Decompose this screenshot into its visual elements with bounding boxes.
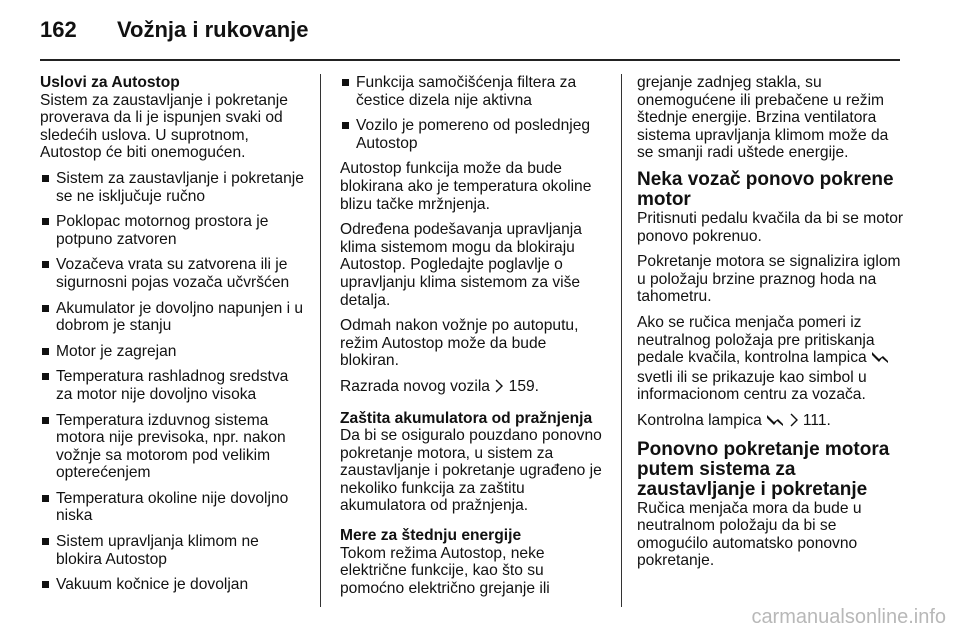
lamp-text-a: Ako se ručica menjača pomeri iz neutralnog položaja pre pritiskanja pedale kvačila, kontrolna lampica <box>637 313 875 367</box>
list-item: Vozačeva vrata su zatvorena ili je sigurnosni pojas vozača učvršćen <box>40 256 304 291</box>
list-item: Vozilo je pomereno od poslednjeg Autostop <box>340 117 605 152</box>
paragraph: Pokretanje motora se signalizira iglom u položaju brzine praznog hoda na tahometru. <box>637 253 901 306</box>
start-stop-indicator-icon <box>871 350 889 369</box>
paragraph-control-lamp <box>637 314 907 404</box>
list-item: Motor je zagrejan <box>40 343 304 361</box>
list-item: Sistem upravljanja klimom ne blokira Autostop <box>40 533 304 568</box>
column-2 <box>340 74 605 605</box>
conditions-list <box>40 170 304 594</box>
lamp-text-b: svetli ili se prikazuje kao simbol u informacionom centru za vozača. <box>637 368 867 404</box>
paragraph-intro: Sistem za zaustavljanje i pokretanje proverava da li je ispunjen svaki od sledećih uslova. U suprotnom, Autostop će biti onemogućen. <box>40 91 288 162</box>
section-heading-driver-restart: Neka vozač ponovo pokrene motor <box>637 168 894 210</box>
section-heading-autostop-conditions: Uslovi za Autostop <box>40 74 180 91</box>
list-item: Vakuum kočnice je dovoljan <box>40 576 304 594</box>
list-item: Funkcija samočišćenja filtera za čestice dizela nije aktivna <box>340 74 605 109</box>
paragraph: Pritisnuti pedalu kvačila da bi se motor ponovo pokrenuo. <box>637 209 904 245</box>
page-number: 162 <box>40 17 77 42</box>
header-rule <box>40 59 900 61</box>
watermark: carmanualsonline.info <box>751 606 946 628</box>
section-heading-energy-saving: Mere za štednju energije <box>340 527 522 545</box>
paragraph: Odmah nakon vožnje po autoputu, režim Autostop može da bude blokiran. <box>340 317 579 370</box>
paragraph: Ručica menjača mora da bude u neutralnom položaju da bi se omogućilo automatsko ponovno pokretanje. <box>637 499 862 570</box>
page-reference-link[interactable]: 111. <box>802 411 831 429</box>
reference-text: Razrada novog vozila <box>340 377 495 395</box>
list-item: Akumulator je dovoljno napunjen i u dobrom je stanju <box>40 300 304 335</box>
list-item: Sistem za zaustavljanje i pokretanje se ne isključuje ručno <box>40 170 304 205</box>
page-reference-arrow-icon <box>789 413 799 432</box>
paragraph: Da bi se osiguralo pouzdano ponovno pokretanje motora, u sistem za zaustavljanje i pokretanje ugrađeno je nekoliko funkcija za zaštitu akumulatora od pražnjenja. <box>340 427 602 515</box>
column-1 <box>40 74 304 602</box>
list-item: Temperatura rashladnog sredstva za motor nije dovoljno visoka <box>40 368 304 403</box>
paragraph: Tokom režima Autostop, neke električne funkcije, kao što su pomoćno električno grejanje ili <box>340 544 550 597</box>
reference-text: Kontrolna lampica <box>637 411 767 429</box>
paragraph: Autostop funkcija može da bude blokirana ako je temperatura okoline blizu tačke mržnjenja. <box>340 160 592 213</box>
paragraph: Određena podešavanja upravljanja klima sistemom mogu da blokiraju Autostop. Pogledajte poglavlje o upravljanju klima sistemom za više detalja. <box>340 221 582 309</box>
list-item: Temperatura izduvnog sistema motora nije previsoka, npr. nakon vožnje sa motorom pod velikim opterećenjem <box>40 412 304 482</box>
section-heading-system-restart: Ponovno pokretanje motora putem sistema za zaustavljanje i pokretanje <box>637 438 890 500</box>
column-divider-2 <box>621 74 622 607</box>
paragraph-cross-reference <box>340 378 605 398</box>
list-item: Temperatura okoline nije dovoljno niska <box>40 490 304 525</box>
page-header <box>40 13 309 47</box>
list-item: Poklopac motornog prostora je potpuno zatvoren <box>40 213 304 248</box>
column-divider-1 <box>320 74 321 607</box>
page-reference-link[interactable]: 159. <box>508 377 539 395</box>
paragraph-cross-reference <box>637 412 907 432</box>
start-stop-indicator-icon <box>766 413 784 432</box>
column-3 <box>637 74 907 578</box>
section-heading-battery-protection: Zaštita akumulatora od pražnjenja <box>340 409 593 427</box>
chapter-title: Vožnja i rukovanje <box>117 17 309 42</box>
page-reference-arrow-icon <box>494 379 504 398</box>
paragraph: grejanje zadnjeg stakla, su onemogućene ili prebačene u režim štednje energije. Brzina ventilatora sistema upravljanja klimom može da se smanji radi uštede energije. <box>637 74 889 162</box>
conditions-list-continued <box>340 74 605 152</box>
